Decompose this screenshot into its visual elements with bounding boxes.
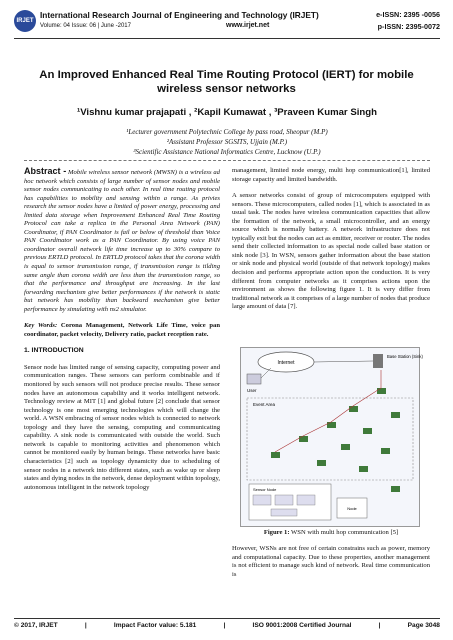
abstract-paragraph [24, 167, 220, 314]
sensor-node-icon [271, 452, 280, 458]
abstract-text: Mobile wireless sensor network (MWSN) is a wireless ad hoc network which consists of large number of sensor nodes and mobile sensor nodes communicating to each other. In real time routing protocol has capabilities to mobility and sensing within a range. As privies research the sensor nodes have a limited of power energy, processing and limited data storage when Improvement Enhanced Real Time Routing Protocol can take a replica in the Personal Area Network (PAN) Coordinator, if PAN Coordinator is fail or below of threshold than Voice PAN Coordinator work as a PAN Coordinator. By using voice PAN coordinator overall network life time increase up to 30% compare to previous ERTLD protocol. In ERTLD protocol takes that the corona width is equal to sensor transmission range, if transmission range is tilding same angle than corona width are less than the transmission range, so that the performance and throughput are increasing. In the last forwarding mechanism give better performances if the network is static but network has mobility than backward mechanism give better performance by simulating with ns2 simulator. [24, 169, 220, 313]
right-paragraph-2: A sensor networks consist of group of microcomputers equipped with sensors. These microcomputers, called nodes [1], which is associated in as usual task. The nodes have wireless communication capacities that allow the formation of the network, a small microcontroller, and an energy source which is normally battery. A network infrastructure does not typically exit but the nodes can act as emitter, receiver or router. The nodes send their collected information to as special node called base station or sink node [3]. In WSN, sensors gather information about the base station or sink node and physical world (outside of that network topology) makes decision and performs appropriate action upon the conduction. It is very different from computer networks as it comprises actions upon the environment as shows the following figure 1. It is very differ from traditional network as it comprises of a large number of nodes that produce large amount of data [7]. [232, 192, 430, 311]
sensor-node-detail-label: Sensor Node [253, 487, 277, 492]
footer-separator: | [84, 622, 87, 629]
author-list: ¹Vishnu kumar prajapati , ²Kapil Kumawat , ³Praveen Kumar Singh [77, 107, 377, 118]
base-station-label: Base Station (Sink) [387, 354, 423, 359]
volume-issue: Volume: 04 Issue: 06 | June -2017 [40, 23, 131, 29]
sensor-node-icon [317, 460, 326, 466]
base-station-icon [373, 354, 383, 368]
user-link [261, 368, 271, 378]
right-paragraph-3: However, WSNs are not free of certain constrains such as power, memory and computational capacity. Due to these properties, another management is not efficient to manage such kind of network. Real time communication is [232, 545, 430, 578]
sensor-node-icon [363, 428, 372, 434]
sensor-node-icon [359, 466, 368, 472]
page-footer [14, 622, 440, 629]
wsn-diagram [241, 348, 423, 526]
journal-website[interactable]: www.irjet.net [226, 22, 270, 29]
journal-logo: IRJET [14, 10, 36, 32]
section-heading-introduction: 1. INTRODUCTION [24, 347, 84, 355]
title-line-2: wireless sensor networks [157, 83, 296, 95]
affiliation-2: ²Assistant Professor SGSITS, Ujjain (M.P.) [166, 138, 288, 146]
wsn-figure [240, 347, 423, 527]
sensor-node-icon [381, 448, 390, 454]
right-column [232, 167, 430, 312]
footer-separator: | [378, 622, 381, 629]
sensor-node-icon [349, 406, 358, 412]
user-label: User [247, 388, 257, 393]
journal-header [14, 10, 440, 36]
processor-block [275, 495, 293, 505]
sensor-node-icon [377, 388, 386, 394]
multihop-path [275, 370, 381, 452]
sensor-unit-block [253, 495, 271, 505]
internet-label: Internet [277, 360, 295, 366]
p-issn: p-ISSN: 2395-0072 [377, 22, 440, 31]
sensor-node-icon [341, 444, 350, 450]
left-column [24, 167, 220, 492]
footer-page-number: Page 3048 [407, 622, 440, 629]
header-divider [14, 38, 440, 39]
keywords-label: Key Words: [24, 322, 58, 330]
internet-link [314, 361, 373, 362]
footer-divider [14, 618, 440, 619]
journal-name: International Research Journal of Engineering and Technology (IRJET) [40, 10, 319, 20]
event-area-label: Event Area [253, 402, 276, 407]
node-detail-label: Node [347, 506, 357, 511]
power-unit-block [271, 509, 297, 516]
right-paragraph-1: management, limited node energy, multi hop communication[1], limited storage capacity and limited bandwidth. [232, 167, 430, 183]
abstract-heading: Abstract - [24, 166, 67, 176]
affiliation-3: ³Scientific Assistance National Informatics Centre, Lucknow (U.P.) [133, 148, 321, 156]
sensor-node-icon [391, 486, 400, 492]
keywords-text: Corona Management, Network Life Time, voice pan coordinator, packet velocity, Delivery ratio, packet reception rate. [24, 322, 220, 338]
right-paragraph-3-container [232, 545, 430, 579]
figure-caption [232, 529, 430, 536]
introduction-text: Sensor node has limited range of sensing capacity, computing power and communication ranges. These sensors can perform combinable and if monitored by such sensors will not produce precise results. These sensor nodes have an autonomous capability and it works intelligent network. Technology review at MIT [1] and global future [2] conclude that sensor technology is one most emerging technologies which will change the world. A WSN embracing of sensor nodes which is connected to network topology and they have the sensing, computing and communicating capability. A sink node is communicated with outside the world. Such network is capable to monitoring activities and phenomenon which cannot be monitored easily by human beings. These networks have basic characteristics [2] such as topology dynamicity due to scheduling of sensor nodes in a network into different states, such as wake up or sleep states and dying nodes in the network, dense deployment within topology, autonomous intelligent in the network topology [24, 363, 220, 491]
affiliation-1: ¹Lecturer government Polytechnic College by pass road, Sheopur (M.P) [126, 128, 328, 136]
figure-caption-label: Figure 1: [263, 529, 290, 536]
footer-impact-factor: Impact Factor value: 5.181 [113, 622, 197, 629]
sensor-node-icon [299, 436, 308, 442]
figure-caption-text: WSN with multi hop communication [5] [291, 529, 399, 536]
sensor-nodes [271, 388, 400, 492]
footer-iso: ISO 9001:2008 Certified Journal [252, 622, 352, 629]
footer-copyright: © 2017, IRJET [14, 622, 58, 629]
title-line-1: An Improved Enhanced Real Time Routing Protocol (IERT) for mobile [39, 69, 414, 81]
paper-title [20, 68, 433, 96]
event-area-border [247, 398, 413, 480]
keywords-paragraph [24, 322, 220, 339]
radio-block [297, 495, 315, 505]
user-computer-icon [247, 374, 261, 384]
footer-separator: | [223, 622, 226, 629]
sensor-node-icon [391, 412, 400, 418]
e-issn: e-ISSN: 2395 -0056 [376, 10, 440, 19]
separator-line [24, 160, 430, 161]
sensor-node-icon [327, 422, 336, 428]
